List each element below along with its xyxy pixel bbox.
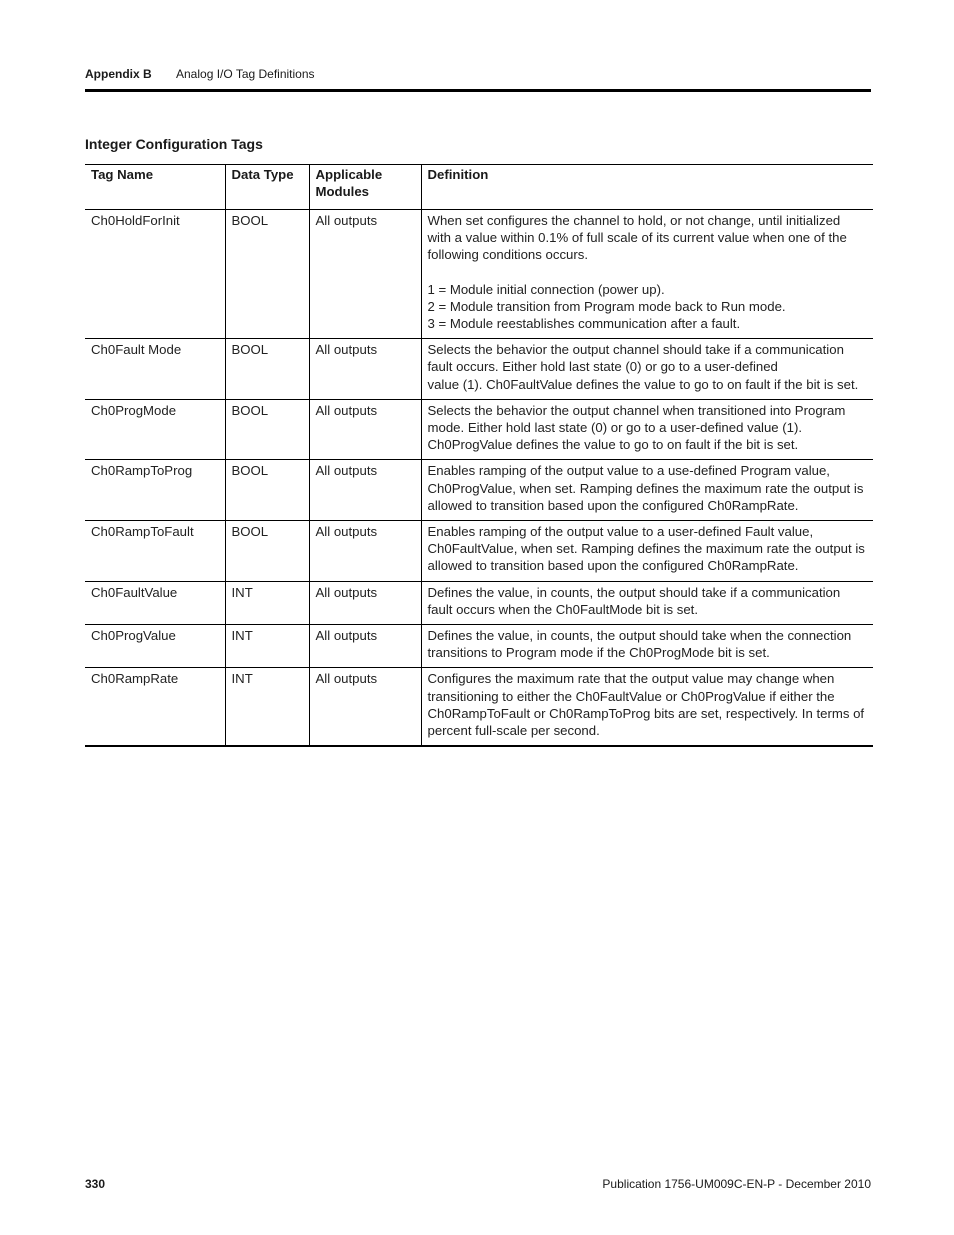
tag-name-cell: Ch0RampToFault xyxy=(85,521,225,582)
table-row xyxy=(85,668,873,746)
definition-cell xyxy=(421,625,873,668)
tag-name-cell: Ch0FaultValue xyxy=(85,581,225,624)
applicable-modules-cell: All outputs xyxy=(309,339,421,400)
table-row xyxy=(85,460,873,521)
definition-cell xyxy=(421,210,873,339)
table-row xyxy=(85,210,873,339)
definition-cell xyxy=(421,339,873,400)
tag-name-cell: Ch0RampToProg xyxy=(85,460,225,521)
table-row xyxy=(85,339,873,400)
applicable-modules-cell: All outputs xyxy=(309,521,421,582)
table-title: Integer Configuration Tags xyxy=(85,136,263,152)
tag-name-cell: Ch0Fault Mode xyxy=(85,339,225,400)
header-rule xyxy=(85,89,871,92)
definition-text: value (1). Ch0FaultValue defines the value to go to on fault if the bit is set. xyxy=(427,376,859,392)
column-header-data-type: Data Type xyxy=(225,165,309,210)
column-header-tag-name: Tag Name xyxy=(85,165,225,210)
data-type-cell: BOOL xyxy=(225,339,309,400)
integer-configuration-tags-table xyxy=(85,164,873,747)
data-type-cell: BOOL xyxy=(225,460,309,521)
table-row xyxy=(85,521,873,582)
definition-text: Defines the value, in counts, the output should take when the connection transitions to Program mode if the Ch0ProgMode bit is set. xyxy=(427,628,852,661)
definition-text: Configures the maximum rate that the output value may change when transitioning to either the Ch0FaultValue or Ch0ProgValue if either the Ch0RampToFault or Ch0RampToProg bits are set, respectively. In terms of percent full-scale per second. xyxy=(427,671,865,739)
definition-text: Selects the behavior the output channel should take if a communication fault occurs. Either hold last state (0) or go to a user-defined xyxy=(427,342,844,375)
data-type-cell: INT xyxy=(225,625,309,668)
definition-text: 2 = Module transition from Program mode back to Run mode. xyxy=(427,298,786,314)
tag-name-cell: Ch0HoldForInit xyxy=(85,210,225,339)
definition-text: Selects the behavior the output channel when transitioned into Program mode. Either hold last state (0) or go to a user-defined value (1). Ch0ProgValue defines the value to go to on fault if the bit is set. xyxy=(427,402,846,453)
definition-cell xyxy=(421,399,873,460)
data-type-cell: INT xyxy=(225,581,309,624)
definition-cell xyxy=(421,581,873,624)
table-row xyxy=(85,581,873,624)
definition-cell xyxy=(421,460,873,521)
data-type-cell: BOOL xyxy=(225,210,309,339)
table-row xyxy=(85,625,873,668)
data-type-cell: BOOL xyxy=(225,399,309,460)
applicable-modules-cell: All outputs xyxy=(309,625,421,668)
definition-cell xyxy=(421,668,873,746)
page-header xyxy=(85,66,871,82)
definition-text: Enables ramping of the output value to a user-defined Fault value, Ch0FaultValue, when set. Ramping defines the maximum rate the output is allowed to transition based upon the configured Ch0RampRate. xyxy=(427,524,865,574)
data-type-cell: BOOL xyxy=(225,521,309,582)
applicable-modules-cell: All outputs xyxy=(309,581,421,624)
tag-name-cell: Ch0ProgMode xyxy=(85,399,225,460)
definition-cell xyxy=(421,521,873,582)
tag-name-cell: Ch0RampRate xyxy=(85,668,225,746)
data-type-cell: INT xyxy=(225,668,309,746)
publication-info: Publication 1756-UM009C-EN-P - December 2010 xyxy=(602,1177,871,1191)
table-row xyxy=(85,399,873,460)
applicable-modules-cell: All outputs xyxy=(309,668,421,746)
tag-name-cell: Ch0ProgValue xyxy=(85,625,225,668)
definition-text: 1 = Module initial connection (power up). xyxy=(427,281,665,297)
section-title: Analog I/O Tag Definitions xyxy=(176,67,315,81)
definition-text: Defines the value, in counts, the output should take if a communication fault occurs when the Ch0FaultMode bit is set. xyxy=(427,584,841,617)
appendix-label: Appendix B xyxy=(85,67,152,81)
column-header-applicable-modules: Applicable Modules xyxy=(309,165,421,210)
applicable-modules-cell: All outputs xyxy=(309,210,421,339)
table-body xyxy=(85,210,873,747)
applicable-modules-cell: All outputs xyxy=(309,399,421,460)
definition-text: When set configures the channel to hold, or not change, until initialized with a value within 0.1% of full scale of its current value when one of the following conditions occurs. xyxy=(427,213,847,263)
applicable-modules-cell: All outputs xyxy=(309,460,421,521)
column-header-definition: Definition xyxy=(421,165,873,210)
table-header-row xyxy=(85,165,873,210)
definition-text: Enables ramping of the output value to a use-defined Program value, Ch0ProgValue, when set. Ramping defines the maximum rate the output is allowed to transition based upon the configured Ch0RampRate. xyxy=(427,463,864,513)
page-number: 330 xyxy=(85,1177,106,1191)
definition-text: 3 = Module reestablishes communication after a fault. xyxy=(427,316,741,332)
